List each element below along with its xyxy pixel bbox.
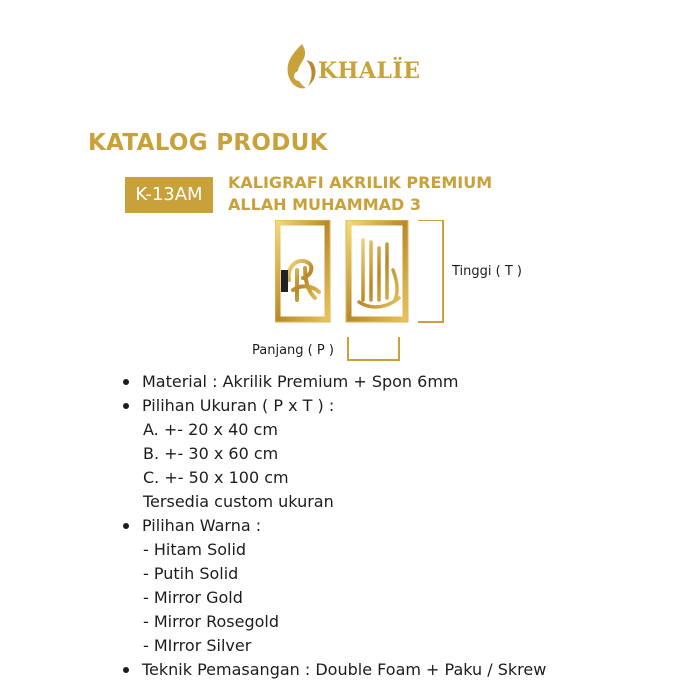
product-name [228, 172, 492, 216]
color-option: - MIrror Silver [143, 636, 252, 655]
custom-size-note: Tersedia custom ukuran [143, 492, 334, 511]
size-option: B. +- 30 x 60 cm [143, 444, 279, 463]
height-dimension-bracket [418, 220, 443, 322]
color-option: - Putih Solid [143, 564, 239, 583]
color-option: - Hitam Solid [143, 540, 247, 559]
spec-installation: Teknik Pemasangan : Double Foam + Paku / Skrew [121, 658, 546, 682]
width-label: Panjang ( P ) [252, 343, 334, 358]
product-code-badge: K-13AM [125, 177, 213, 213]
calligraphy-panel-allah [346, 220, 408, 322]
calligraphy-panel-muhammad [275, 220, 330, 322]
page-title: KATALOG PRODUK [88, 130, 328, 156]
bullet-icon [123, 667, 129, 673]
bullet-icon [123, 523, 129, 529]
width-dimension-bracket [348, 337, 399, 360]
size-option: A. +- 20 x 40 cm [143, 420, 278, 439]
bullet-icon [123, 403, 129, 409]
size-option: C. +- 50 x 100 cm [143, 468, 289, 487]
brand-name: KHALÏE [318, 58, 421, 84]
height-label: Tinggi ( T ) [452, 264, 522, 279]
spec-colors-title: Pilihan Warna : [121, 514, 546, 538]
flame-logo-icon [282, 40, 318, 96]
brand-logo [282, 40, 422, 96]
spec-list [121, 370, 546, 682]
bullet-icon [123, 379, 129, 385]
product-name-line2: ALLAH MUHAMMAD 3 [228, 195, 422, 214]
color-option: - Mirror Rosegold [143, 612, 279, 631]
product-name-line1: KALIGRAFI AKRILIK PREMIUM [228, 173, 493, 192]
spec-material: Material : Akrilik Premium + Spon 6mm [121, 370, 546, 394]
color-option: - Mirror Gold [143, 588, 243, 607]
spec-sizes-title: Pilihan Ukuran ( P x T ) : [121, 394, 546, 418]
